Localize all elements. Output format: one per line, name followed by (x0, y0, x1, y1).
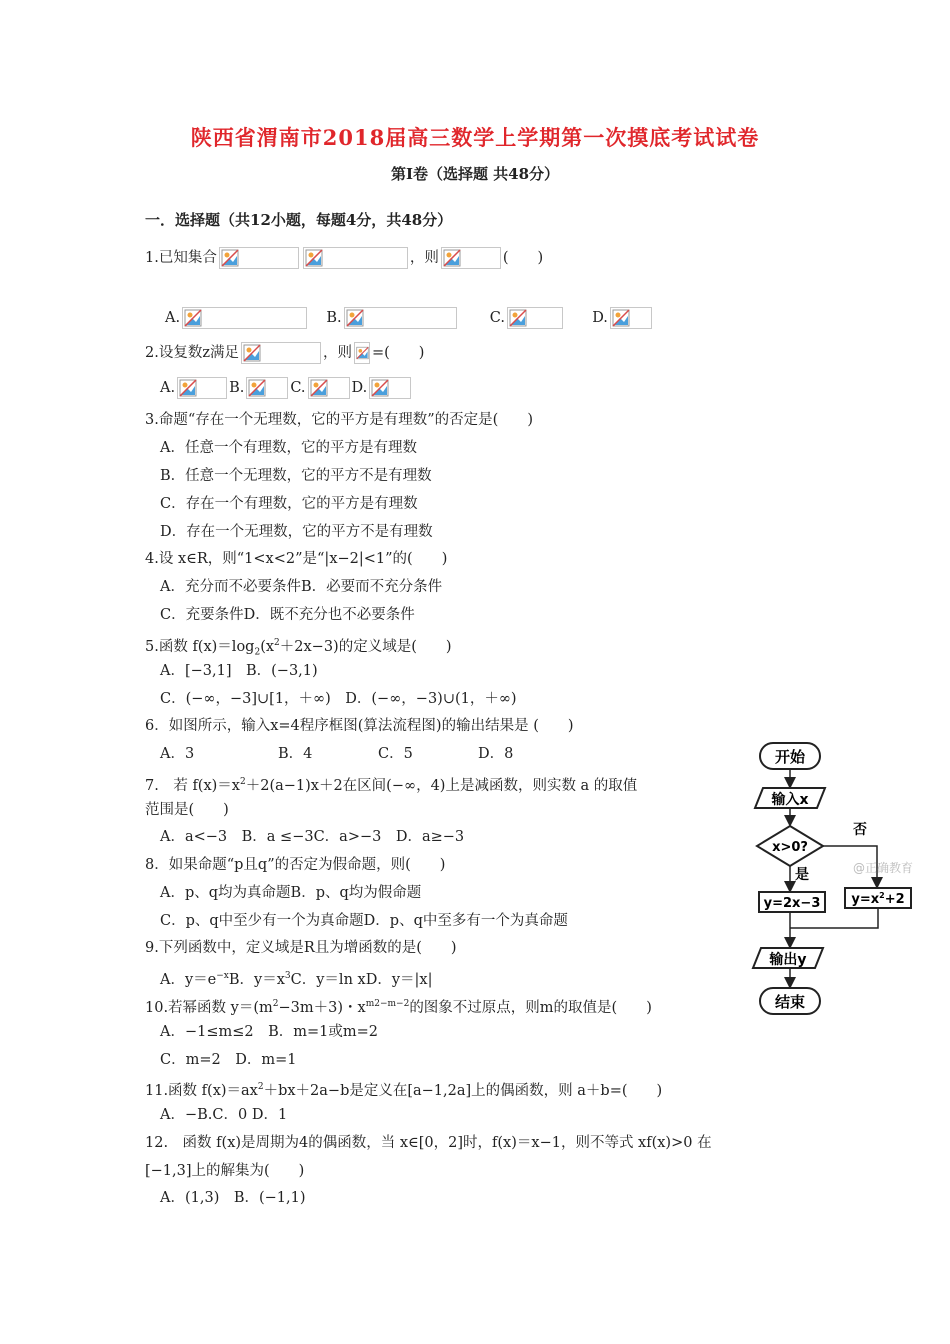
q7-exponent: 2 (239, 777, 246, 787)
section-heading: 一．选择题（共12小题，每题4分，共48分） (145, 211, 453, 229)
watermark: @正确教育 (853, 861, 914, 875)
flow-output-label: 输出y (769, 952, 807, 968)
q1-opt-c: C. (489, 310, 505, 326)
q6-options (160, 744, 513, 764)
q10-exponent: 2 (272, 999, 279, 1009)
broken-image-icon (219, 247, 299, 269)
q5-opt-cd: C．(−∞，−3]∪[1，＋∞) D．(−∞，−3)∪(1，＋∞) (160, 691, 517, 707)
q2-stem-a: 2.设复数z满足 (145, 345, 239, 361)
q6-opt-a: A．3 (160, 746, 195, 762)
q5-exponent: 2 (274, 638, 280, 648)
q7-stem-2: 范围是( ) (145, 802, 229, 818)
broken-image-icon (308, 377, 350, 399)
volume-heading: 第Ⅰ卷（选择题 共48分） (390, 165, 560, 183)
q9-opts-mid: B．y＝x (228, 971, 285, 988)
q9-exponent: −x (216, 971, 229, 981)
q8-opt-ab: A．p、q均为真命题B．p、q均为假命题 (160, 885, 422, 901)
q11-options: A．−B.C．0 D．1 (160, 1107, 288, 1123)
q11-exponent: 2 (257, 1082, 264, 1092)
q1-stem-a: 1.已知集合 (145, 250, 217, 266)
flow-yes-label: 是 (795, 867, 809, 883)
q10-opt-cd: C．m=2 D．m=1 (160, 1052, 297, 1068)
q2-opt-d: D. (351, 380, 368, 396)
q10-stem-post: 的图象不过原点，则m的取值是( ) (409, 999, 652, 1016)
q5-opt-ab: A．[−3,1] B．(−3,1) (160, 663, 318, 679)
q11-stem (145, 1077, 662, 1097)
q1-stem-b: ，则 (409, 250, 439, 266)
flow-end-label: 结束 (774, 993, 806, 1011)
q1-options (165, 307, 654, 327)
q10-stem-pre: 10.若幂函数 y＝(m (145, 999, 273, 1016)
q7-stem-pre: 7. 若 f(x)＝x (145, 777, 240, 794)
q3-opt-b: B．任意一个无理数，它的平方不是有理数 (160, 468, 432, 484)
flow-yes-process-label: y=2x−3 (763, 896, 821, 911)
broken-image-icon (182, 307, 307, 329)
q2-opt-c: C. (290, 380, 306, 396)
broken-image-icon (610, 307, 652, 329)
q12-stem: 12. 函数 f(x)是周期为4的偶函数，当 x∈[0，2]时，f(x)＝x−1，则不等式 xf(x)>0 在 (145, 1135, 712, 1151)
q2-stem-b: ，则 (322, 345, 352, 361)
q3-stem: 3.命题“存在一个无理数，它的平方是有理数”的否定是( ) (145, 412, 533, 428)
q9-exponent-2: 3 (284, 971, 291, 981)
q1-opt-d: D. (592, 310, 608, 326)
flow-no-process-label: $y=x^2+2$ (851, 891, 905, 907)
flow-decision-label: x>0? (772, 840, 808, 855)
broken-image-icon (507, 307, 563, 329)
q4-opt-cd: C．充要条件D．既不充分也不必要条件 (160, 607, 415, 623)
broken-image-icon (177, 377, 227, 399)
q5-stem (145, 633, 452, 658)
broken-image-icon (344, 307, 457, 329)
q3-opt-a: A．任意一个有理数，它的平方是有理数 (160, 440, 417, 456)
q1-paren: ( ) (502, 250, 544, 266)
q9-opts-post: C．y＝ln xD．y＝|x| (290, 971, 433, 988)
broken-image-icon (369, 377, 411, 399)
q2-opt-b: B. (229, 380, 245, 396)
q7-stem (145, 772, 637, 792)
q3-opt-d: D．存在一个无理数，它的平方不是有理数 (160, 524, 433, 540)
q1-opt-b: B. (326, 310, 342, 326)
exam-title: 陕西省渭南市2018届高三数学上学期第一次摸底考试试卷 (190, 125, 760, 150)
q11-stem-post: ＋bx＋2a−b是定义在[a−1,2a]上的偶函数，则 a＋b=( ) (263, 1082, 663, 1099)
flowchart (745, 738, 935, 1028)
q2-options (160, 377, 413, 397)
broken-image-icon (241, 342, 321, 364)
q9-options (160, 966, 432, 986)
q9-opts-pre: A．y＝e (160, 971, 217, 988)
broken-image-icon (441, 247, 501, 269)
q6-opt-d: D．8 (478, 746, 514, 762)
q10-stem (145, 994, 652, 1014)
q1-opt-a: A. (165, 310, 181, 326)
q7-options: A．a<−3 B．a ≤−3C．a>−3 D．a≥−3 (160, 829, 465, 845)
q6-opt-c: C．5 (378, 746, 413, 762)
flow-input-label: 输入x (771, 792, 809, 808)
q8-stem: 8．如果命题“p且q”的否定为假命题，则( ) (145, 857, 446, 873)
broken-image-icon (246, 377, 288, 399)
q5-log-base: 2 (254, 647, 261, 658)
q6-stem: 6．如图所示，输入x=4程序框图(算法流程图)的输出结果是 ( ) (145, 718, 574, 734)
q10-opt-ab: A．−1≤m≤2 B．m=1或m=2 (160, 1024, 379, 1040)
q12-stem-2: [−1,3]上的解集为( ) (145, 1163, 305, 1179)
q2-stem-c: =( ) (371, 345, 425, 361)
q7-stem-post: ＋2(a−1)x＋2在区间(−∞，4)上是减函数，则实数 a 的取值 (245, 777, 638, 794)
q11-stem-pre: 11.函数 f(x)＝ax (145, 1082, 258, 1099)
flow-no-label: 否 (853, 822, 867, 838)
q6-opt-b: B．4 (278, 746, 313, 762)
broken-image-icon (303, 247, 408, 269)
question-2 (145, 342, 424, 362)
q4-opt-ab: A．充分而不必要条件B．必要而不充分条件 (160, 579, 443, 595)
broken-image-icon (354, 342, 370, 364)
q5-stem-pre: 5.函数 f(x)＝log (145, 638, 255, 655)
q8-opt-cd: C．p、q中至少有一个为真命题D．p、q中至多有一个为真命题 (160, 913, 568, 929)
q10-exponent-2: m2−m−2 (365, 999, 410, 1009)
q5-stem-mid: (x (260, 638, 275, 655)
q3-opt-c: C．存在一个有理数，它的平方是有理数 (160, 496, 418, 512)
q12-options: A．(1,3) B．(−1,1) (160, 1190, 306, 1206)
q9-stem: 9.下列函数中，定义域是R且为增函数的是( ) (145, 940, 457, 956)
q10-stem-mid: −3m＋3)・x (278, 999, 366, 1016)
q4-stem: 4.设 x∈R，则“1<x<2”是“|x−2|<1”的( ) (145, 551, 448, 567)
q5-stem-post: ＋2x−3)的定义域是( ) (279, 638, 452, 655)
q2-opt-a: A. (160, 380, 176, 396)
flow-start-label: 开始 (774, 748, 806, 766)
question-1 (145, 247, 543, 267)
